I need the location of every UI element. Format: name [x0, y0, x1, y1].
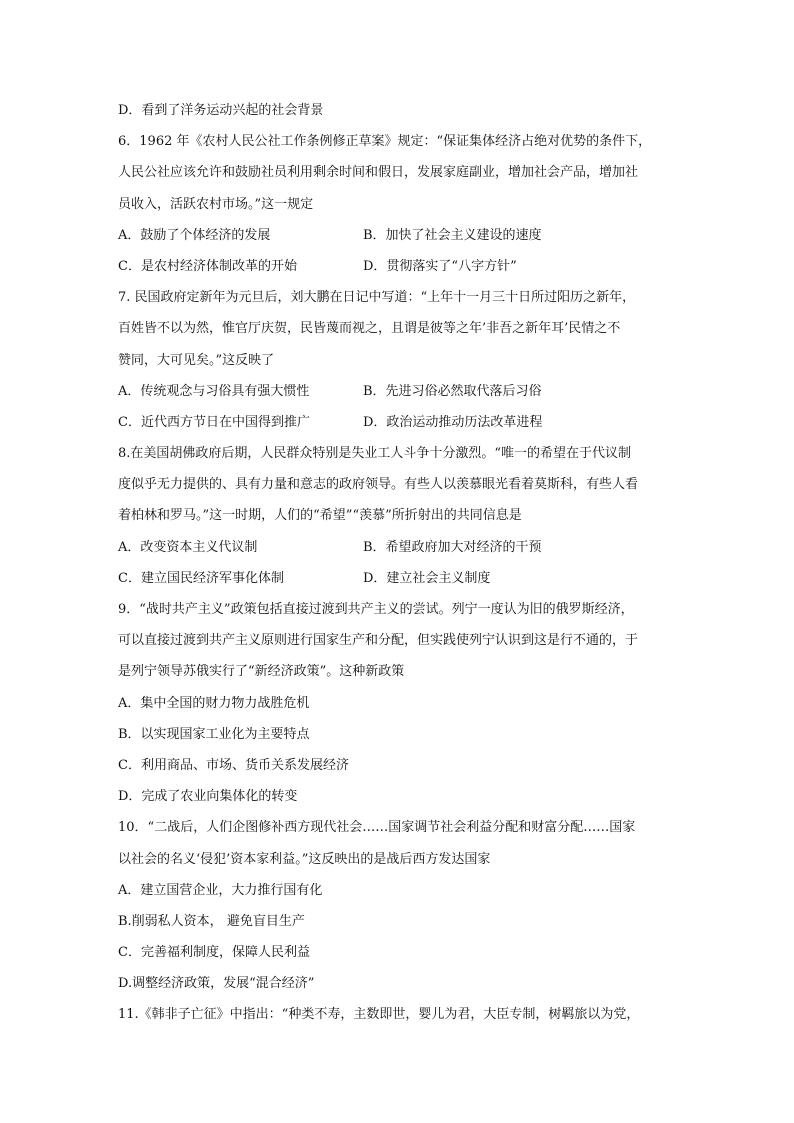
- q8-option-d: D．建立社会主义制度: [363, 570, 491, 586]
- q8-stem-line-1: 8.在美国胡佛政府后期，人民群众特别是失业工人斗争十分激烈。“唯一的希望在于代议制: [118, 446, 632, 462]
- q7-option-a: A．传统观念与习俗具有强大惯性: [118, 383, 310, 399]
- q6-options-row-1: [118, 225, 680, 247]
- q9-stem-line-2: 可以直接过渡到共产主义原则进行国家生产和分配，但实践使列宁认识到这是行不通的，于: [118, 633, 639, 649]
- q6-option-d: D．贯彻落实了“八字方针”: [363, 258, 517, 274]
- q9-stem-line-1: 9．“战时共产主义”政策包括直接过渡到共产主义的尝试。列宁一度认为旧的俄罗斯经济，: [118, 602, 634, 617]
- q7-option-b: B．先进习俗必然取代落后习俗: [363, 383, 542, 399]
- q8-options-row-2: [118, 568, 680, 590]
- question-8: [118, 443, 680, 590]
- q9-option-b: B．以实现国家工业化为主要特点: [118, 726, 310, 742]
- q7-stem-line-3: 赞同，大可见矣。”这反映了: [118, 352, 275, 368]
- q9-stem-line-3: 是列宁领导苏俄实行了“新经济政策”。这种新政策: [118, 664, 405, 680]
- q7-stem-line-2: 百姓皆不以为然，惟官厅庆贺，民皆蔑而视之，且谓是彼等之年’非吾之新年耳’民情之不: [118, 321, 621, 337]
- q9-option-a: A．集中全国的财力物力战胜危机: [118, 695, 310, 711]
- q6-option-b: B．加快了社会主义建设的速度: [363, 227, 542, 243]
- q7-stem-line-1: 7. 民国政府定新年为元旦后，刘大鹏在日记中写道：“上年十一月三十日所过阳历之新年，: [118, 290, 636, 306]
- q9-option-d: D．完成了农业向集体化的转变: [118, 789, 298, 805]
- q8-option-a: A．改变资本主义代议制: [118, 539, 258, 555]
- exam-page: [118, 100, 680, 1036]
- q7-options-row-1: [118, 381, 680, 403]
- q10-stem-line-1: 10．“二战后，人们企图修补西方现代社会……国家调节社会利益分配和财富分配……国家: [118, 820, 636, 836]
- q10-option-d: D.调整经济政策，发展“混合经济”: [118, 976, 315, 992]
- q6-stem-line-3: 员收入，活跃农村市场。”这一规定: [118, 196, 314, 212]
- q8-stem-line-3: 着柏林和罗马。”这一时期，人们的“希望”“羡慕”所折射出的共同信息是: [118, 508, 522, 524]
- q8-options-row-1: [118, 537, 680, 559]
- q9-option-c: C．利用商品、市场、货币关系发展经济: [118, 757, 349, 773]
- q7-options-row-2: [118, 412, 680, 434]
- question-10: [118, 817, 680, 995]
- q6-options-row-2: [118, 256, 680, 278]
- question-9: [118, 599, 680, 808]
- question-11: [118, 1004, 680, 1026]
- q10-option-c: C．完善福利制度，保障人民利益: [118, 945, 310, 961]
- q10-option-b: B.削弱私人资本， 避免盲目生产: [118, 913, 305, 929]
- q6-stem-line-2: 人民公社应该允许和鼓励社员利用剩余时间和假日，发展家庭副业，增加社会产品，增加社: [118, 165, 639, 181]
- q6-stem-line-1: 6．1962 年《农村人民公社工作条例修正草案》规定：“保证集体经济占绝对优势的条件下，: [118, 134, 652, 150]
- q7-option-d: D．政治运动推动历法改革进程: [363, 414, 543, 430]
- q5-option-d: D．看到了洋务运动兴起的社会背景: [118, 103, 324, 118]
- q7-option-c: C．近代西方节日在中国得到推广: [118, 414, 310, 430]
- q10-option-a: A．建立国营企业，大力推行国有化: [118, 882, 323, 898]
- question-7: [118, 287, 680, 434]
- q8-option-b: B．希望政府加大对经济的干预: [363, 539, 542, 555]
- q6-option-c: C．是农村经济体制改革的开始: [118, 258, 297, 274]
- q8-stem-line-2: 度似乎无力提供的、具有力量和意志的政府领导。有些人以羡慕眼光看着莫斯科，有些人看: [118, 477, 639, 493]
- question-6: [118, 131, 680, 278]
- q11-stem-line-1: 11.《韩非子亡征》中指出：“种类不寿，主数即世，婴儿为君，大臣专制，树羁旅以为党，: [118, 1007, 640, 1023]
- q10-stem-line-2: 以社会的名义‘侵犯’资本家利益。”这反映出的是战后西方发达国家: [118, 851, 491, 867]
- q6-option-a: A．鼓励了个体经济的发展: [118, 227, 271, 243]
- q8-option-c: C．建立国民经济军事化体制: [118, 570, 284, 586]
